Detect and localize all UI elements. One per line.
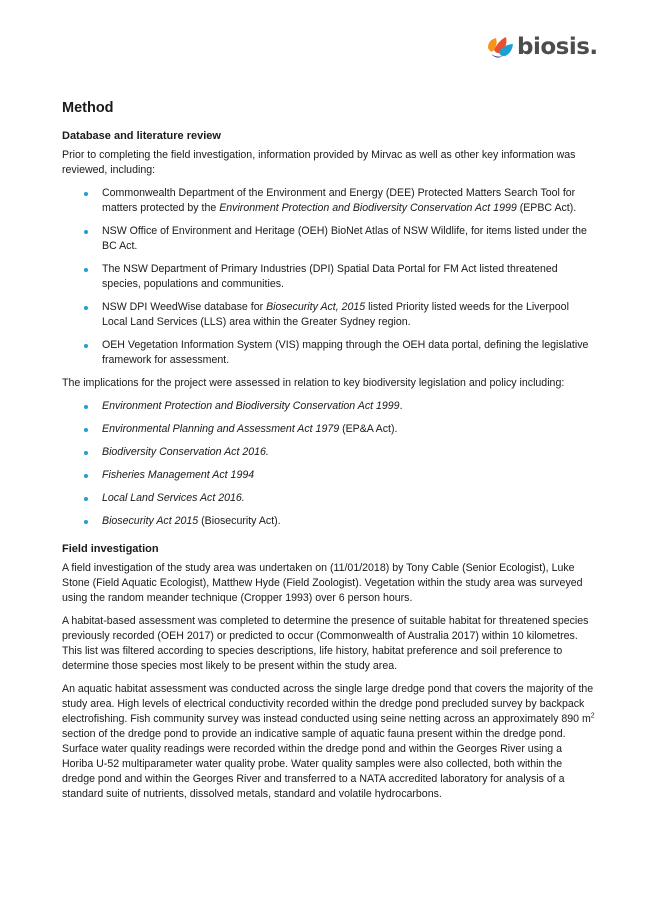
list-item: NSW Office of Environment and Heritage (OEH) BioNet Atlas of NSW Wildlife, for items listed under the BC Act. — [62, 224, 596, 254]
legislation-list — [62, 399, 596, 529]
bullet-icon — [84, 428, 88, 432]
bullet-icon — [84, 451, 88, 455]
list-item: Biosecurity Act 2015 (Biosecurity Act). — [62, 514, 596, 529]
sources-list — [62, 186, 596, 368]
bullet-icon — [84, 306, 88, 310]
page-heading: Method — [62, 100, 114, 116]
section-title-field-investigation: Field investigation — [62, 543, 159, 555]
biosis-logo-text: biosis. — [517, 33, 598, 60]
bullet-icon — [84, 192, 88, 196]
bullet-icon — [84, 405, 88, 409]
list-item: Environmental Planning and Assessment Act 1979 (EP&A Act). — [62, 422, 596, 437]
bullet-icon — [84, 268, 88, 272]
biosis-logo — [485, 34, 598, 60]
implications-paragraph: The implications for the project were assessed in relation to key biodiversity legislation and policy including: — [62, 377, 565, 389]
list-item: Local Land Services Act 2016. — [62, 491, 596, 506]
list-item: OEH Vegetation Information System (VIS) mapping through the OEH data portal, defining the legislative framework for assessment. — [62, 338, 596, 368]
intro-paragraph: Prior to completing the field investigation, information provided by Mirvac as well as other key information was reviewed, including: — [62, 149, 576, 176]
bullet-icon — [84, 230, 88, 234]
document-body — [62, 100, 596, 810]
field-paragraph-3: An aquatic habitat assessment was conducted across the single large dredge pond that covers the majority of the study area. High levels of electrical conductivity recorded within the dredge pond precluded survey by backpack electrofishing. Fish community survey was instead conducted using seine netting across an approximately 890 $m^2$ section of the dredge pond to provide an indicative sample of aquatic fauna present within the dredge pond. Surface water quality readings were recorded within the dredge pond and within the Georges River using a Horiba U-52 multiparameter water quality probe. Water quality samples were also collected, both within the dredge pond and within the Georges River and transferred to a NATA accredited laboratory for analysis of a standard suite of nutrients, dissolved metals, standard and volatile hydrocarbons. — [62, 683, 595, 800]
list-item: Biodiversity Conservation Act 2016. — [62, 445, 596, 460]
bullet-icon — [84, 520, 88, 524]
biosis-logo-icon — [485, 34, 515, 60]
section-title-database-review: Database and literature review — [62, 130, 221, 142]
list-item: Fisheries Management Act 1994 — [62, 468, 596, 483]
field-paragraph-1: A field investigation of the study area was undertaken on (11/01/2018) by Tony Cable (Senior Ecologist), Luke Stone (Field Aquatic Ecologist), Matthew Hyde (Field Zoologist). Vegetation within the study area was surveyed using the random meander technique (Cropper 1993) over 6 person hours. — [62, 562, 583, 604]
list-item: Commonwealth Department of the Environment and Energy (DEE) Protected Matters Search Tool for matters protected by the Environment Protection and Biodiversity Conservation Act 1999 (EPBC Act). — [62, 186, 596, 216]
bullet-icon — [84, 497, 88, 501]
list-item: NSW DPI WeedWise database for Biosecurity Act, 2015 listed Priority listed weeds for the Liverpool Local Land Services (LLS) area within the Greater Sydney region. — [62, 300, 596, 330]
bullet-icon — [84, 474, 88, 478]
field-paragraph-2: A habitat-based assessment was completed to determine the presence of suitable habitat for threatened species previously recorded (OEH 2017) or predicted to occur (Commonwealth of Australia 2017) within 10 kilometres. This list was filtered according to species descriptions, life history, habitat preference and soil preference to determine those species most likely to be present within the study area. — [62, 615, 589, 672]
list-item: Environment Protection and Biodiversity Conservation Act 1999. — [62, 399, 596, 414]
list-item: The NSW Department of Primary Industries (DPI) Spatial Data Portal for FM Act listed threatened species, populations and communities. — [62, 262, 596, 292]
bullet-icon — [84, 344, 88, 348]
